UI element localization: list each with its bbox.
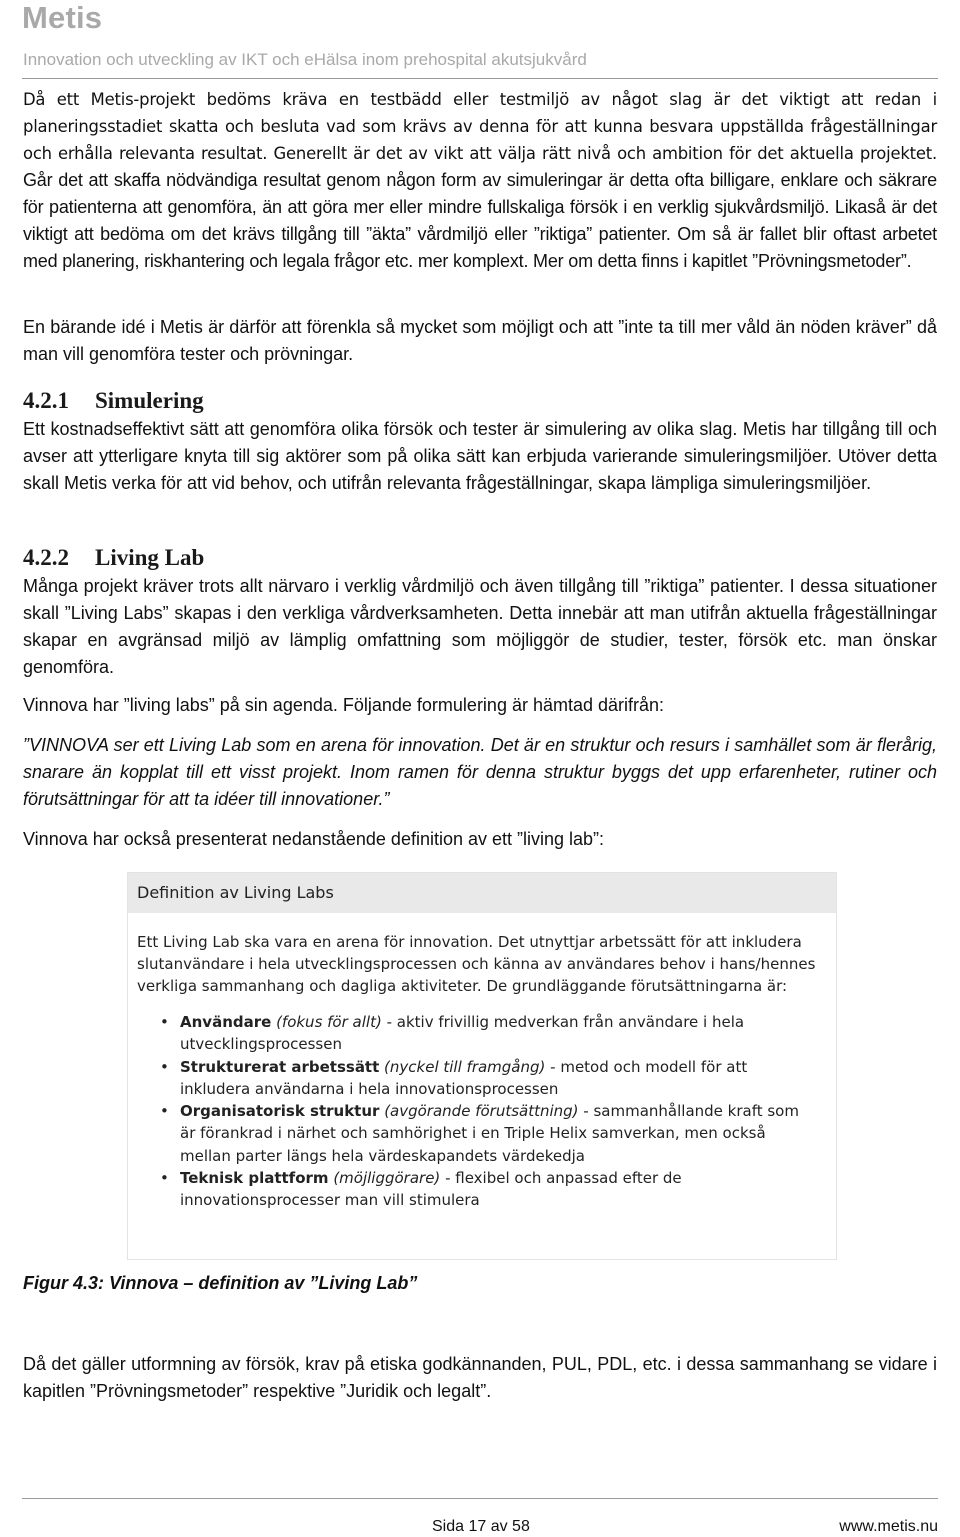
living-lab-paragraph: Många projekt kräver trots allt närvaro i verklig vårdmiljö och även tillgång till ”riktiga” patienter. I dessa situationer skall ”Living Labs” skapas i den verkliga vårdverksamheten. Detta innebär att man utifrån aktuella frågeställningar skapar en avgränsad miljö av lämplig omfattning som möjliggör de studier, tester, försök etc. man önskar genomföra. bbox=[23, 576, 937, 677]
figure-caption: Figur 4.3: Vinnova – definition av ”Living Lab” bbox=[23, 1273, 418, 1293]
bullet-icon: • bbox=[160, 1057, 169, 1076]
intro-paragraph-1 bbox=[23, 86, 937, 275]
living-labs-definition-figure bbox=[127, 872, 837, 1260]
brand-title: Metis bbox=[22, 0, 103, 35]
definition-item: • Användare (fokus för allt) - aktiv frivillig medverkan från användare i hela utvecklingsprocessen bbox=[160, 1013, 745, 1054]
vinnova-definition-intro: Vinnova har också presenterat nedanstående definition av ett ”living lab”: bbox=[23, 829, 605, 849]
header-divider bbox=[22, 78, 938, 79]
definition-list bbox=[128, 1011, 836, 1212]
vinnova-agenda-paragraph: Vinnova har ”living labs” på sin agenda. Följande formulering är hämtad därifrån: bbox=[23, 695, 665, 715]
heading-living-lab-number: 4.2.2 bbox=[23, 545, 69, 570]
intro-paragraph-1b: Går det att skaffa nödvändiga resultat genom någon form av simuleringar är detta ofta billigare, enklare och säkrare för patienterna att genomföra, än att göra mer eller mindre fullskaliga försök i en verklig sjukvårdsmiljö. Likaså är det viktigt att bedöma om det krävs tillgång till ”äkta” vårdmiljö eller ”riktiga” patienter. Om så är fallet blir oftast arbetet med planering, riskhantering och legala frågor etc. mer komplext. Mer om detta finns i kapitlet ”Prövningsmetoder”. bbox=[23, 170, 937, 271]
footer-divider bbox=[22, 1498, 938, 1499]
heading-living-lab bbox=[23, 545, 204, 571]
header-subtitle: Innovation och utveckling av IKT och eHälsa inom prehospital akutsjukvård bbox=[23, 50, 587, 69]
bullet-icon: • bbox=[160, 1013, 169, 1031]
bullet-icon: • bbox=[160, 1102, 169, 1121]
heading-simulering bbox=[23, 388, 204, 414]
vinnova-quote: ”VINNOVA ser ett Living Lab som en arena för innovation. Det är en struktur och resurs i samhället som är flerårig, snarare än kopplat till ett visst projekt. Inom ramen för denna struktur byggs det upp erfarenheter, rutiner och förutsättningar för att ta idéer till innovationer.” bbox=[23, 735, 937, 809]
definition-box-intro: Ett Living Lab ska vara en arena för innovation. Det utnyttjar arbetssätt för att inkludera slutanvändare i hela utvecklingsprocessen och känna av användares behov i hans/hennes verkliga sammanhang och dagliga aktiviteter. De grundläggande förutsättningarna är: bbox=[137, 933, 816, 995]
heading-simulering-number: 4.2.1 bbox=[23, 388, 69, 413]
bullet-icon: • bbox=[160, 1169, 169, 1188]
definition-item: • Teknisk plattform (möjliggörare) - flexibel och anpassad efter de innovationsprocesser man vill stimulera bbox=[160, 1169, 682, 1210]
intro-paragraph-2: En bärande idé i Metis är därför att förenkla så mycket som möjligt och att ”inte ta till mer våld än nöden kräver” då man vill genomföra tester och prövningar. bbox=[23, 317, 937, 364]
heading-simulering-title: Simulering bbox=[95, 388, 204, 413]
heading-living-lab-title: Living Lab bbox=[95, 545, 205, 570]
closing-paragraph: Då det gäller utformning av försök, krav på etiska godkännanden, PUL, PDL, etc. i dessa sammanhang se vidare i kapitlen ”Prövningsmetoder” respektive ”Juridik och legalt”. bbox=[23, 1354, 937, 1401]
definition-box-title: Definition av Living Labs bbox=[128, 873, 836, 913]
definition-item: • Strukturerat arbetssätt (nyckel till framgång) - metod och modell för att inkludera användarna i hela innovationsprocessen bbox=[160, 1057, 748, 1098]
website-link[interactable]: www.metis.nu bbox=[839, 1518, 938, 1535]
page-number: Sida 17 av 58 bbox=[432, 1518, 530, 1535]
simulering-paragraph: Ett kostnadseffektivt sätt att genomföra olika försök och tester är simulering av olika slag. Metis har tillgång till och avser att ytterligare knyta till sig aktörer som på olika sätt kan erbjuda varierande simuleringsmiljöer. Utöver detta skall Metis verka för att vid behov, och utifrån relevanta frågeställningar, skapa lämpliga simuleringsmiljöer. bbox=[23, 419, 937, 493]
definition-item: • Organisatorisk struktur (avgörande förutsättning) - sammanhållande kraft som är förankrad i närhet och samhörighet i en Triple Helix samverkan, men också mellan parter längs hela värdeskapandets värdekedja bbox=[160, 1102, 799, 1165]
intro-paragraph-1a: Då ett Metis-projekt bedöms kräva en testbädd eller testmiljö av något slag är det viktigt att redan i planeringsstadiet skatta och besluta vad som krävs av denna för att kunna besvara uppställda frågeställningar och erhålla relevanta resultat. Generellt är det av vikt att välja rätt nivå och ambition för det aktuella projektet. bbox=[23, 90, 937, 163]
